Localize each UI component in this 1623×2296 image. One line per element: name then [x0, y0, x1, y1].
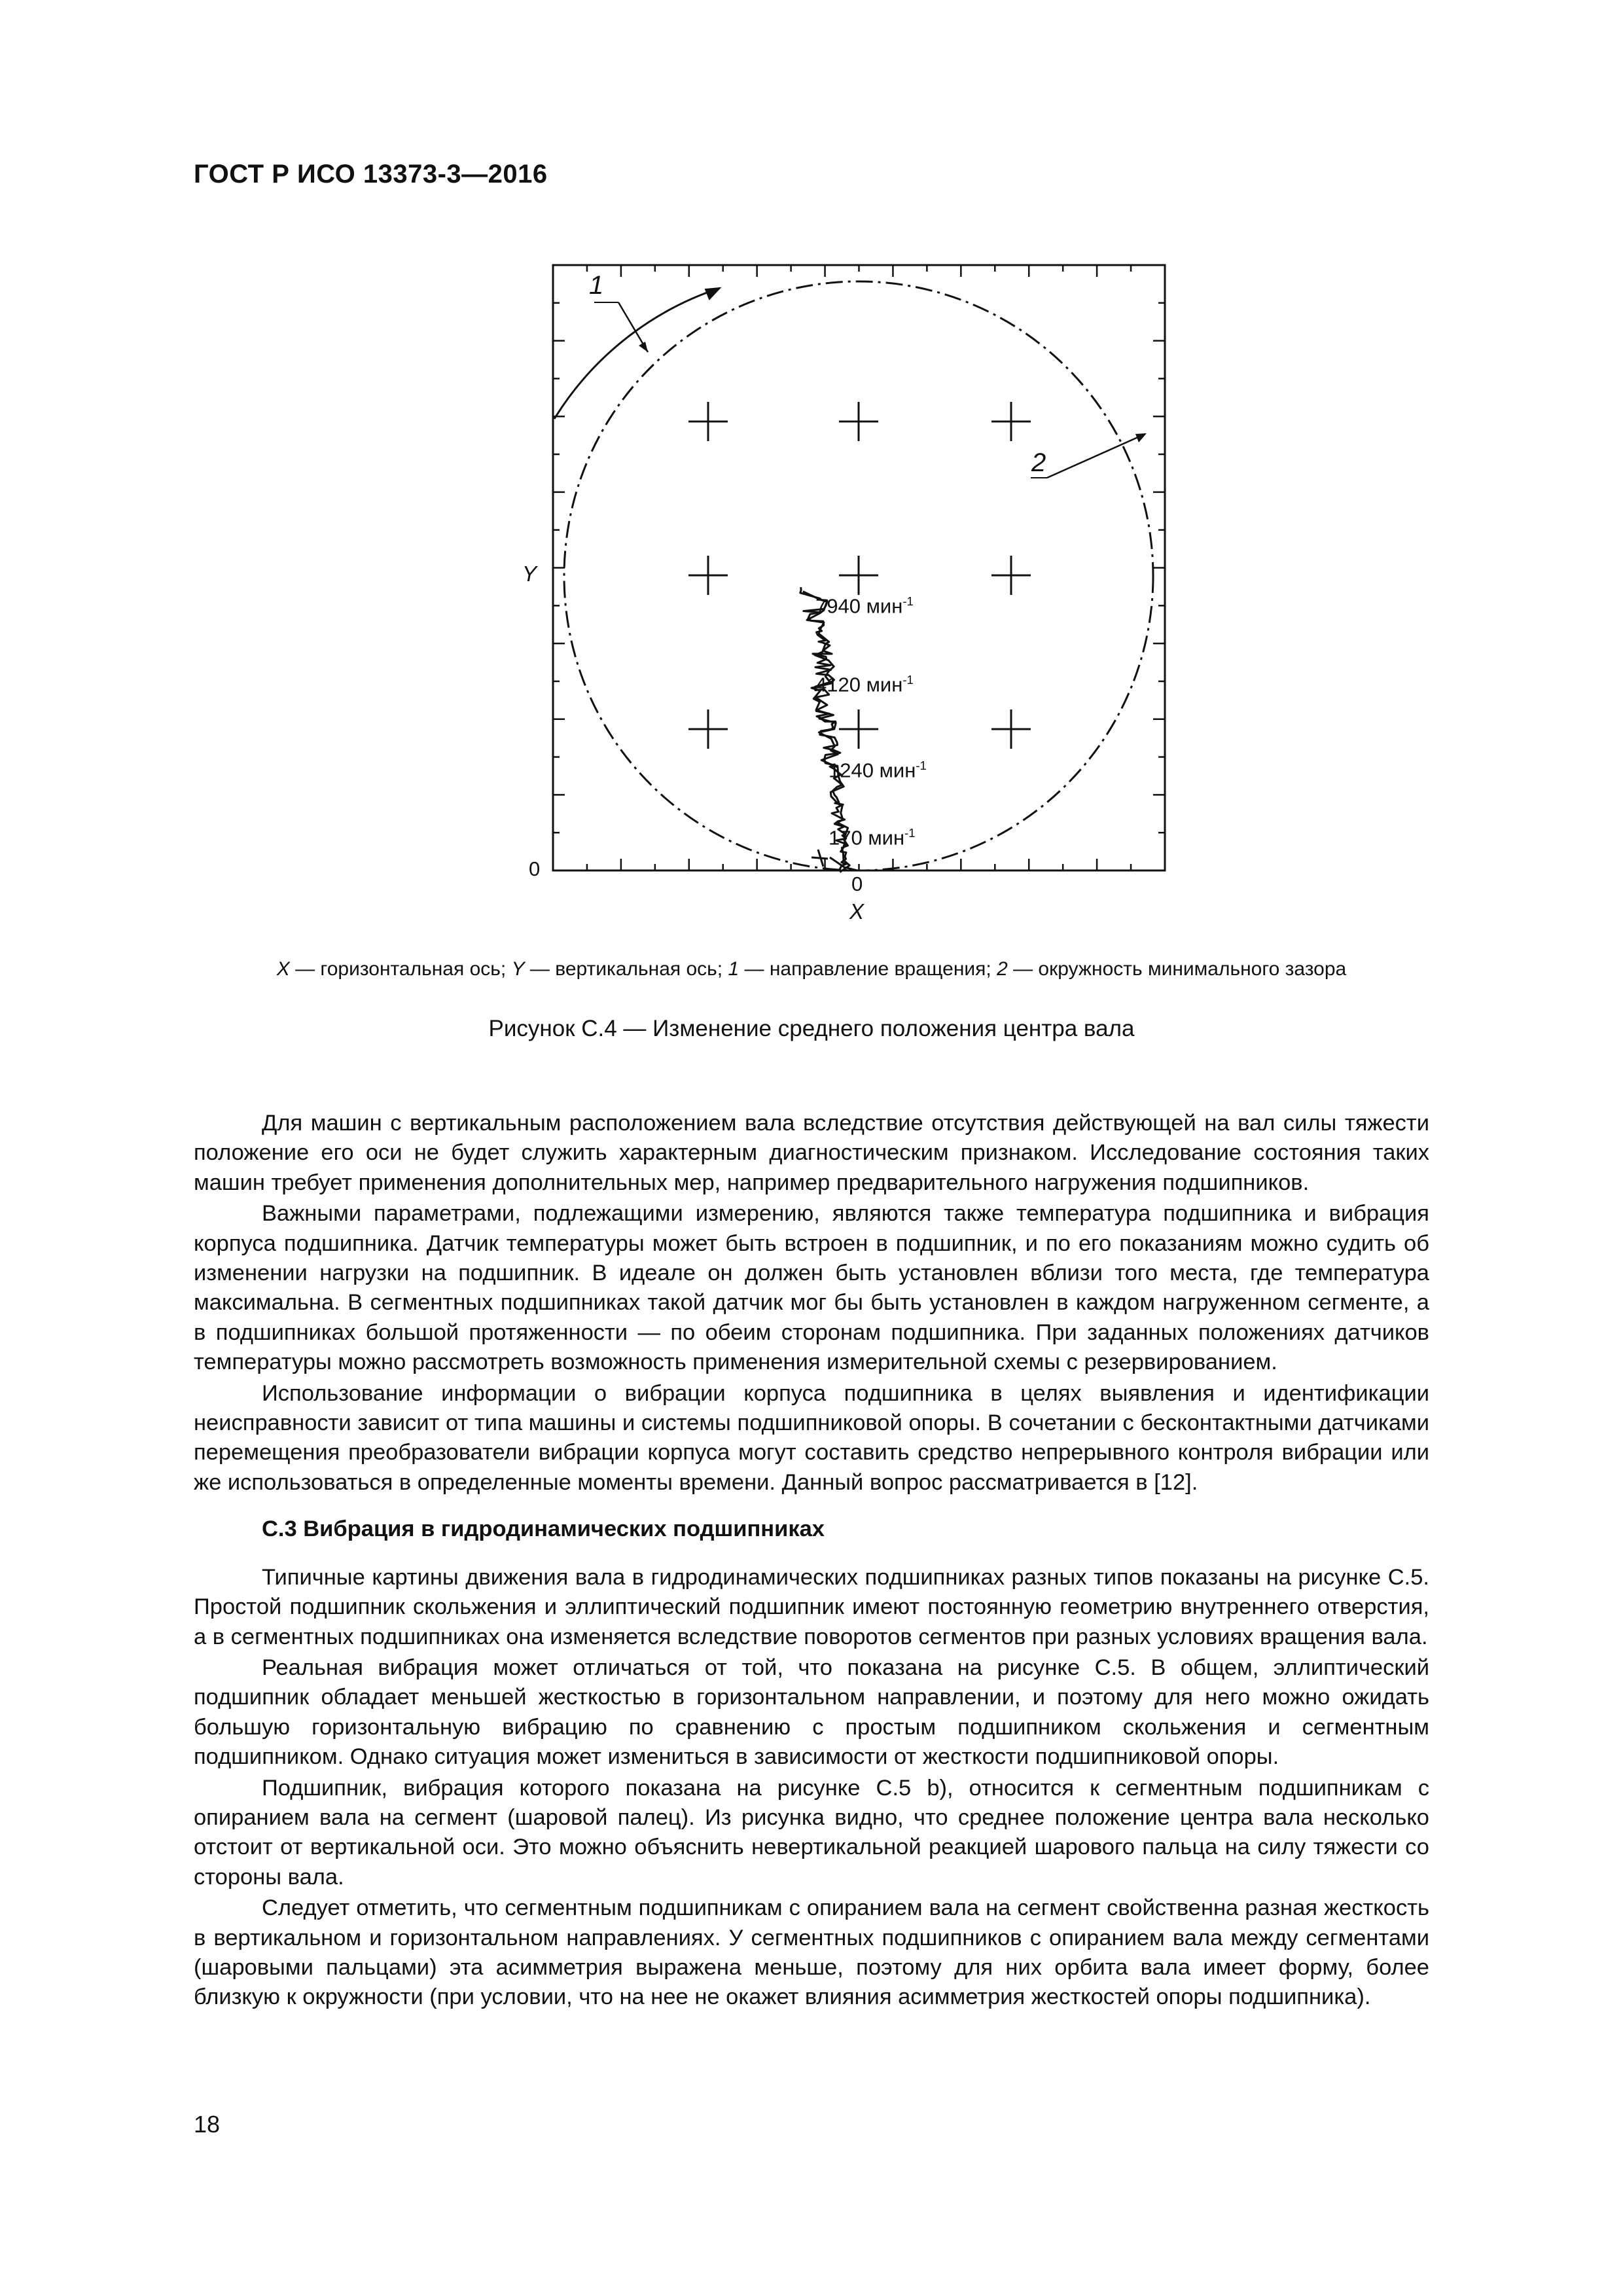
figure-legend: X — горизонтальная ось; Y — вертикальная ось; 1 — направление вращения; 2 — окружность минимального зазора — [276, 958, 1347, 980]
speed-label-170: 170 мин$^{-1}$ — [829, 826, 916, 850]
paragraph: Следует отметить, что сегментным подшипникам с опиранием вала на сегмент свойственна разная жесткость в вертикальном и горизонтальном направлениях. У сегментных подшипников с опиранием вала между сегментами (шаровыми пальцами) эта асимметрия выражена меньше, поэтому для них орбита вала имеет форму, более близкую к окружности (при условии, что на нее не окажет влияния асимметрия жесткостей опоры подшипника). — [194, 1895, 1429, 2010]
paragraph: Реальная вибрация может отличаться от той, что показана на рисунке С.5. В общем, эллиптический подшипник обладает меньшей жесткостью в горизонтальном направлении, и поэтому для него можно ожидать большую горизонтальную вибрацию по сравнению с простым подшипником скольжения и сегментным подшипником. Однако ситуация может измениться в зависимости от жесткости подшипниковой опоры. — [194, 1655, 1429, 1770]
x-origin-label: 0 — [851, 872, 863, 895]
label-1: 1 — [589, 271, 604, 300]
shaft-center-figure — [510, 249, 1230, 929]
y-axis-label: Y — [522, 562, 537, 586]
leader-line-2 — [1047, 434, 1145, 478]
section-title: С.3 Вибрация в гидродинамических подшипниках — [262, 1516, 825, 1542]
figure-caption: Рисунок С.4 — Изменение среднего положения центра вала — [488, 1016, 1135, 1041]
paragraph: Подшипник, вибрация которого показана на рисунке С.5 b), относится к сегментным подшипникам с опиранием вала на сегмент (шаровой палец). Из рисунка видно, что среднее положение центра вала несколько отстоит от вертикальной оси. Это можно объяснить невертикальной реакцией шарового пальца на силу тяжести со стороны вала. — [194, 1775, 1429, 1890]
speed-label-4120: 4120 мин$^{-1}$ — [815, 673, 914, 696]
speed-label-1240: 1240 мин$^{-1}$ — [829, 759, 927, 782]
paragraph: Для машин с вертикальным расположением вала вследствие отсутствия действующей на вал силы тяжести положение его оси не будет служить характерным диагностическим признаком. Исследование состояния таких машин требует применения дополнительных мер, например предварительного нагружения подшипников. — [194, 1111, 1429, 1195]
grid-crosses — [688, 402, 1031, 749]
speed-label-7940: 7940 мин$^{-1}$ — [815, 594, 914, 618]
label-2: 2 — [1031, 448, 1046, 477]
paragraph: Использование информации о вибрации корпуса подшипника в целях выявления и идентификации неисправности зависит от типа машины и системы подшипниковой опоры. В сочетании с бесконтактными датчиками перемещения преобразователи вибрации корпуса могут составить средство непрерывного контроля вибрации или же использоваться в определенные моменты времени. Данный вопрос рассматривается в [12]. — [194, 1380, 1429, 1495]
body-text — [194, 1109, 1429, 2014]
paragraph: Типичные картины движения вала в гидродинамических подшипниках разных типов показаны на рисунке С.5. Простой подшипник скольжения и эллиптический подшипник имеют постоянную геометрию внутреннего отверстия, а в сегментных подшипниках она изменяется вследствие поворотов сегментов при разных условиях вращения вала. — [194, 1564, 1429, 1649]
y-origin-label: 0 — [529, 857, 541, 880]
page-number: 18 — [194, 2111, 221, 2138]
rotation-arrowhead — [705, 288, 720, 299]
document-header: ГОСТ Р ИСО 13373-3—2016 — [194, 160, 548, 188]
x-axis-label: X — [849, 899, 865, 924]
paragraph: Важными параметрами, подлежащими измерению, являются также температура подшипника и вибрация корпуса подшипника. Датчик температуры может быть встроен в подшипник, и по его показаниям можно судить об изменении нагрузки на подшипник. В идеале он должен быть установлен вблизи того места, где температура максимальна. В сегментных подшипниках такой датчик мог бы быть установлен в каждом нагруженном сегменте, а в подшипниках большой протяженности — по обеим сторонам подшипника. При заданных положениях датчиков температуры можно рассмотреть возможность применения измерительной схемы с резервированием. — [194, 1201, 1429, 1375]
rotation-direction-arc — [554, 288, 720, 419]
